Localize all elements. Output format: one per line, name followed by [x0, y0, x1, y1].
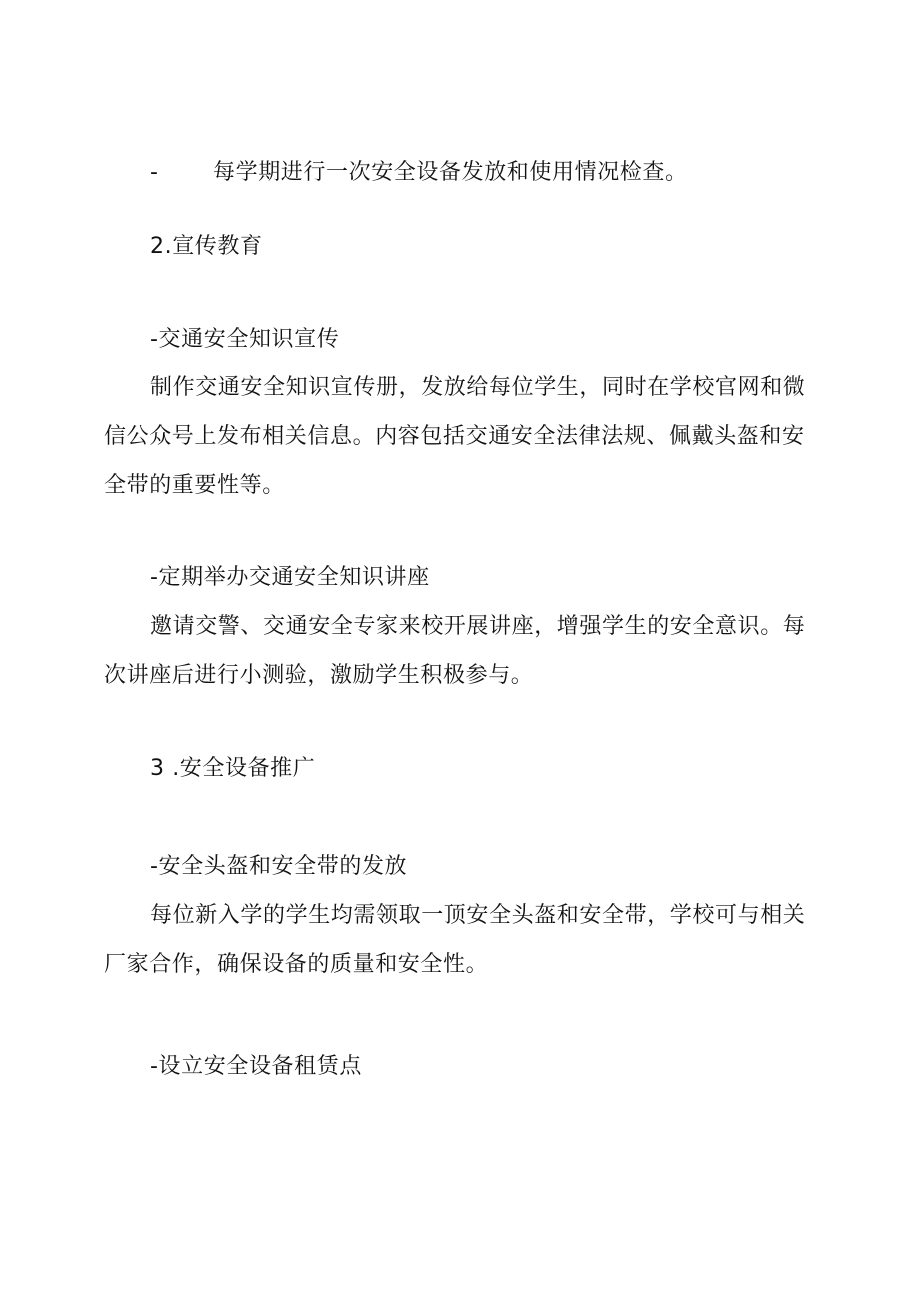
paragraph-line: 制作交通安全知识宣传册，发放给每位学生，同时在学校官网和微	[150, 375, 806, 400]
list-bullet: -	[150, 160, 158, 185]
subsection-title-knowledge: -交通安全知识宣传	[150, 327, 340, 352]
subsection-title-distribution: -安全头盔和安全带的发放	[150, 854, 408, 879]
paragraph-line: 邀请交警、交通安全专家来校开展讲座，增强学生的安全意识。每	[150, 614, 806, 639]
check-item-text: 每学期进行一次安全设备发放和使用情况检查。	[213, 160, 688, 185]
section-heading-publicity: 2.宣传教育	[150, 234, 263, 259]
subsection-title-rental: -设立安全设备租赁点	[150, 1054, 362, 1079]
paragraph-line: 全带的重要性等。	[104, 473, 285, 498]
paragraph-line: 每位新入学的学生均需领取一顶安全头盔和安全带，学校可与相关	[150, 903, 806, 928]
subsection-title-lectures: -定期举办交通安全知识讲座	[150, 565, 430, 590]
paragraph-line: 次讲座后进行小测验，激励学生积极参与。	[104, 663, 534, 688]
paragraph-line: 厂家合作，确保设备的质量和安全性。	[104, 952, 489, 977]
paragraph-line: 信公众号上发布相关信息。内容包括交通安全法律法规、佩戴头盔和安	[104, 424, 805, 449]
section-heading-equipment: 3 .安全设备推广	[150, 756, 316, 781]
